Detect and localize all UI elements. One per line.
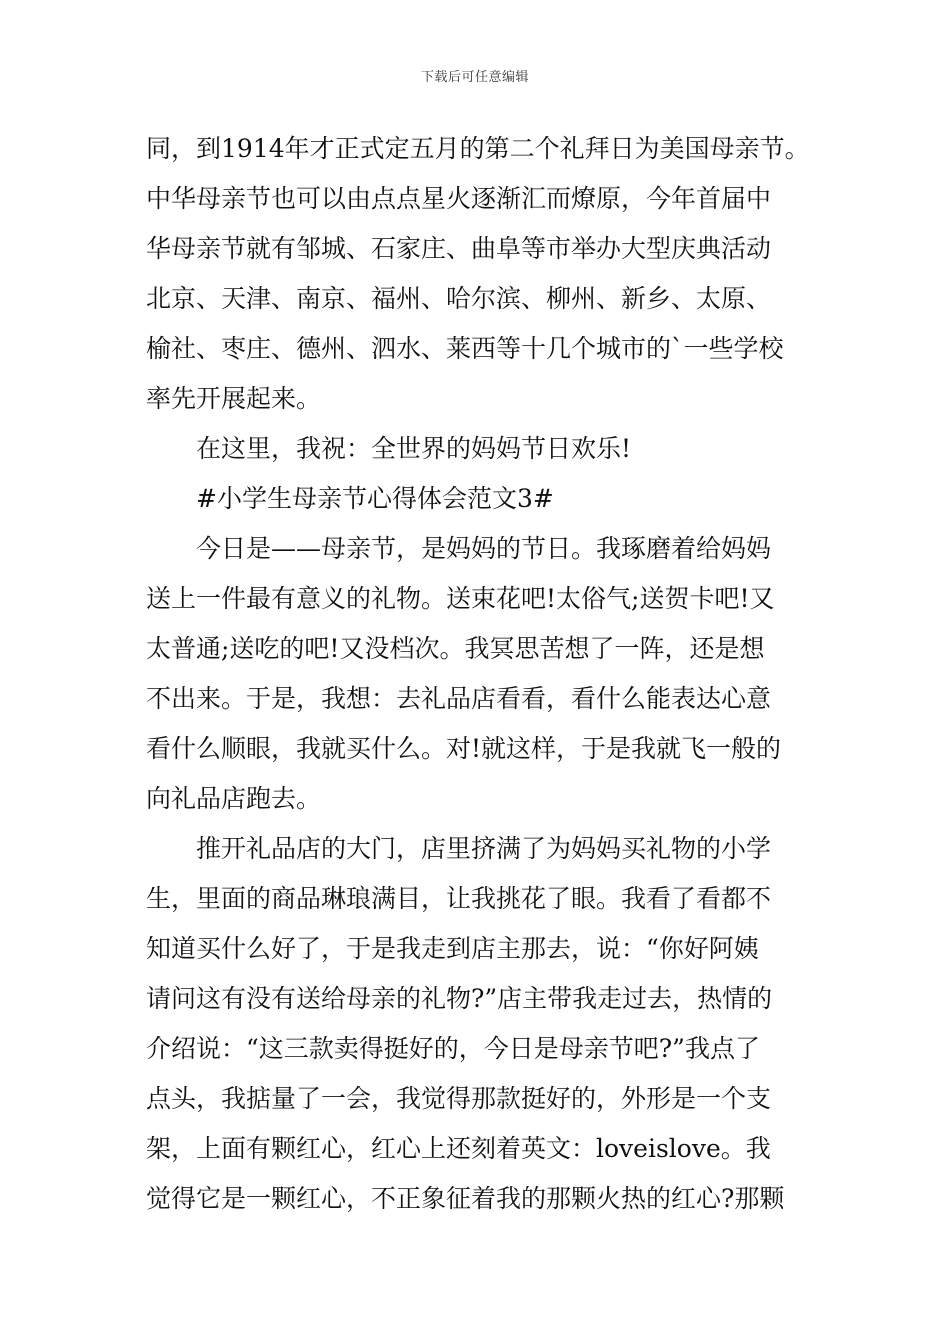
- document-body: [146, 124, 836, 1224]
- text-line: 率先开展起来。: [146, 384, 322, 413]
- text-line: 今日是——母亲节，是妈妈的节日。我琢磨着给妈妈: [196, 534, 772, 563]
- text-line: 北京、天津、南京、福州、哈尔滨、柳州、新乡、太原、: [146, 284, 772, 313]
- text-line: 请问这有没有送给母亲的礼物?”店主带我走过去，热情的: [146, 984, 773, 1013]
- page-header: 下载后可任意编辑: [420, 70, 529, 85]
- text-line: 榆社、枣庄、德州、泗水、莱西等十几个城市的`一些学校: [146, 334, 784, 363]
- text-line: 太普通;送吃的吧!又没档次。我冥思苦想了一阵，还是想: [146, 634, 765, 663]
- text-line: 架，上面有颗红心，红心上还刻着英文：loveislove。我: [146, 1134, 771, 1163]
- text-line: 看什么顺眼，我就买什么。对!就这样，于是我就飞一般的: [146, 734, 782, 763]
- text-line: 中华母亲节也可以由点点星火逐渐汇而燎原，今年首届中: [146, 184, 772, 213]
- text-line: 觉得它是一颗红心，不正象征着我的那颗火热的红心?那颗: [146, 1184, 785, 1213]
- text-line: 同，到1914年才正式定五月的第二个礼拜日为美国母亲节。: [146, 134, 810, 163]
- section-heading: #小学生母亲节心得体会范文3#: [196, 484, 554, 513]
- text-line: 不出来。于是，我想：去礼品店看看，看什么能表达心意: [146, 684, 772, 713]
- text-line: 在这里，我祝：全世界的妈妈节日欢乐!: [196, 434, 632, 463]
- text-line: 知道买什么好了，于是我走到店主那去，说：“你好阿姨: [146, 934, 759, 963]
- text-line: 点头，我掂量了一会，我觉得那款挺好的，外形是一个支: [146, 1084, 772, 1113]
- text-line: 送上一件最有意义的礼物。送束花吧!太俗气;送贺卡吧!又: [146, 584, 775, 613]
- text-line: 推开礼品店的大门，店里挤满了为妈妈买礼物的小学: [196, 834, 772, 863]
- text-line: 介绍说：“这三款卖得挺好的，今日是母亲节吧?”我点了: [146, 1034, 760, 1063]
- text-line: 向礼品店跑去。: [146, 784, 322, 813]
- text-line: 华母亲节就有邹城、石家庄、曲阜等市举办大型庆典活动: [146, 234, 772, 263]
- text-line: 生，里面的商品琳琅满目，让我挑花了眼。我看了看都不: [146, 884, 772, 913]
